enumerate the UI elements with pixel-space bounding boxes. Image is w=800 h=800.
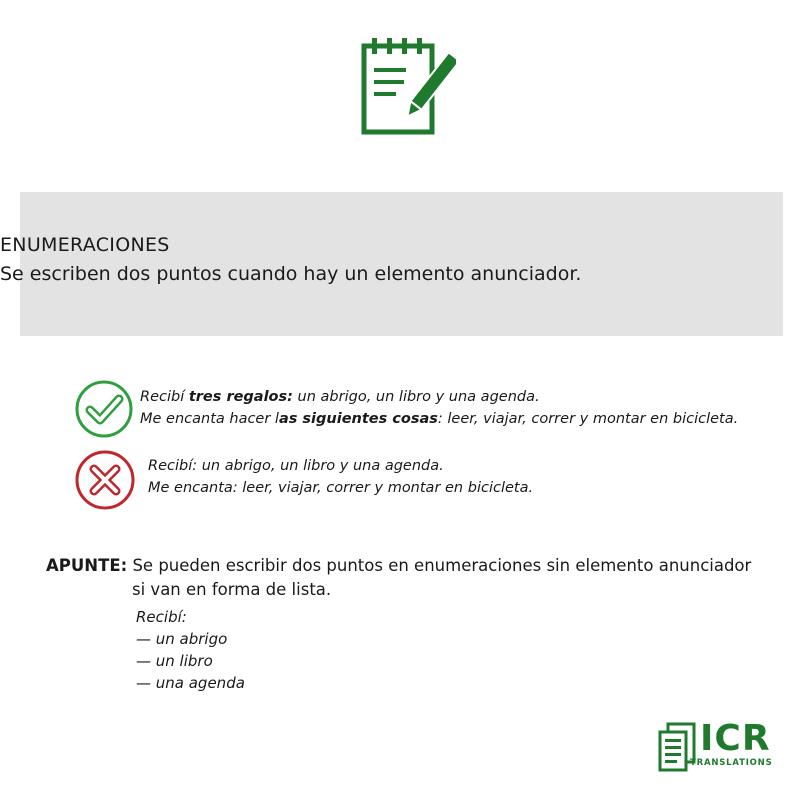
incorrect-example bbox=[148, 455, 533, 499]
notepad-pencil-icon bbox=[360, 36, 456, 136]
list-item: — un libro bbox=[136, 652, 213, 670]
announcer-element: as siguientes cosas bbox=[278, 411, 438, 427]
announcer-element: tres regalos: bbox=[188, 389, 293, 405]
text-fragment: un abrigo, un libro y una agenda. bbox=[292, 389, 540, 405]
list-example bbox=[136, 606, 245, 694]
checkmark-circle-icon bbox=[74, 379, 134, 439]
note-label: APUNTE: bbox=[46, 556, 128, 575]
cross-circle-icon bbox=[74, 449, 136, 511]
list-item: — un abrigo bbox=[136, 630, 228, 648]
note-text: Se pueden escribir dos puntos en enumeraciones sin elemento anunciador bbox=[127, 556, 752, 575]
banner-subtitle: Se escriben dos puntos cuando hay un elemento anunciador. bbox=[0, 263, 582, 285]
note-line1 bbox=[46, 554, 751, 578]
correct-example bbox=[140, 386, 738, 430]
logo-tagline: TRANSLATIONS bbox=[690, 758, 773, 768]
note-line2: si van en forma de lista. bbox=[132, 580, 332, 599]
incorrect-example-line2: Me encanta: leer, viajar, correr y montar en bicicleta. bbox=[148, 480, 534, 496]
text-fragment: Me encanta hacer l bbox=[140, 411, 279, 427]
text-fragment: : leer, viajar, correr y montar en bicicleta. bbox=[437, 411, 739, 427]
correct-example-line1 bbox=[140, 386, 738, 408]
banner-title: ENUMERACIONES bbox=[0, 234, 170, 256]
incorrect-example-line1: Recibí: un abrigo, un libro y una agenda. bbox=[148, 458, 444, 474]
text-fragment: Recibí bbox=[140, 389, 189, 405]
correct-example-line2 bbox=[140, 408, 738, 430]
list-item: — una agenda bbox=[136, 674, 245, 692]
list-intro: Recibí: bbox=[136, 608, 187, 626]
logo-name: ICR bbox=[700, 718, 771, 759]
